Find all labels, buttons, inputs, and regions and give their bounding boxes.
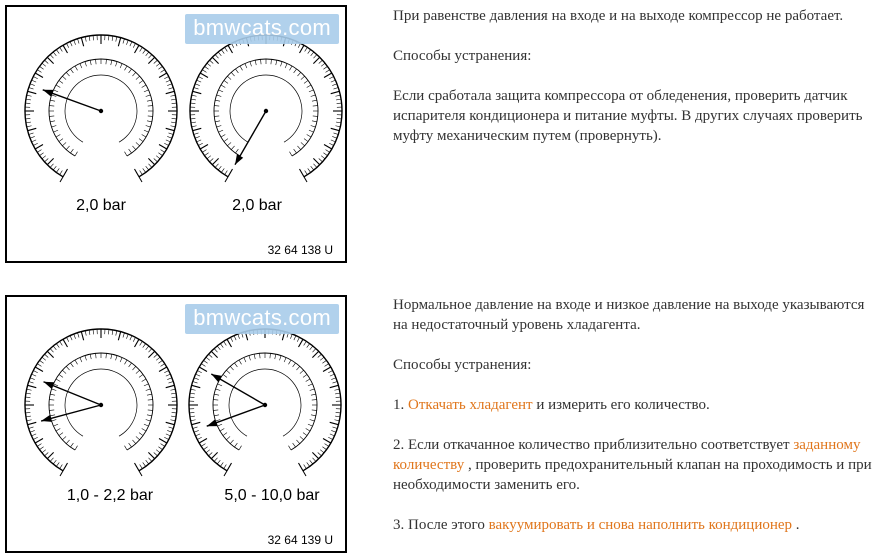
low-pressure-reading: 2,0 bar <box>76 197 126 214</box>
remedy-step-1 <box>393 395 873 415</box>
low-pressure-gauge <box>25 35 177 182</box>
watermark-logo: bmwcats.com <box>185 14 339 44</box>
remedies-heading: Способы устранения: <box>393 48 532 64</box>
step-text: 2. Если откачанное количество приблизительно соответствует <box>393 437 794 453</box>
high-pressure-gauge <box>190 35 342 182</box>
specified-quantity-link[interactable]: заданному количеству <box>393 437 861 473</box>
gauge-figure-2 <box>5 295 347 553</box>
gauge-drawing <box>7 297 347 553</box>
low-pressure-reading: 1,0 - 2,2 bar <box>66 487 154 504</box>
evacuate-refrigerant-link[interactable]: Откачать хладагент <box>408 397 533 413</box>
diagnosis-paragraph: При равенстве давления на входе и на выходе компрессор не работает. <box>393 8 844 24</box>
vacuum-and-refill-link[interactable]: вакуумировать и снова наполнить кондиционер <box>488 517 793 533</box>
remedy-step-3 <box>393 515 873 535</box>
diagnosis-paragraph: Нормальное давление на входе и низкое давление на выходе указываются на недостаточный уровень хладагента. <box>393 297 865 333</box>
step-text: . <box>792 517 800 533</box>
section-2-text <box>393 295 873 535</box>
high-pressure-reading: 5,0 - 10,0 bar <box>224 487 320 504</box>
low-pressure-gauge <box>25 329 177 476</box>
step-text: 3. После этого <box>393 517 489 533</box>
step-text: , проверить предохранительный клапан на проходимость и при необходимости заменить его. <box>393 457 872 493</box>
high-pressure-gauge <box>189 329 341 476</box>
high-pressure-reading: 2,0 bar <box>232 197 282 214</box>
gauge-figure-1 <box>5 5 347 263</box>
figure-code: 32 64 138 U <box>267 243 333 257</box>
remedy-paragraph: Если сработала защита компрессора от обледенения, проверить датчик испарителя кондиционера и питание муфты. В других случаях проверить муфту механическим путем (провернуть). <box>393 88 863 144</box>
gauge-drawing <box>7 7 347 263</box>
remedies-heading: Способы устранения: <box>393 357 532 373</box>
step-text: 1. <box>393 397 408 413</box>
watermark-logo: bmwcats.com <box>185 304 339 334</box>
step-text: и измерить его количество. <box>532 397 710 413</box>
figure-code: 32 64 139 U <box>267 533 333 547</box>
section-1-text <box>393 6 873 146</box>
remedy-step-2 <box>393 435 873 495</box>
